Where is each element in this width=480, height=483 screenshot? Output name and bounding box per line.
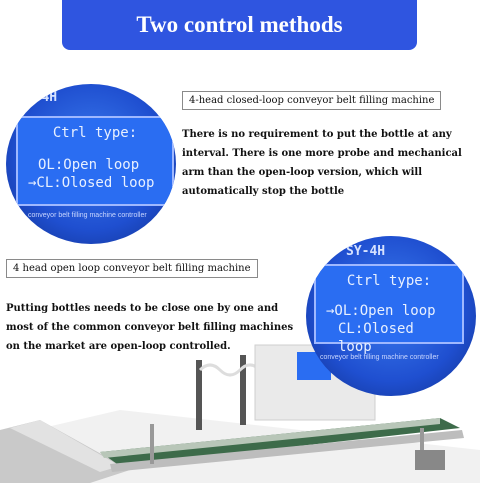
lcd-model: SY-4H xyxy=(18,90,58,105)
title-banner xyxy=(62,0,417,50)
lcd-caption: conveyor belt filling machine controller xyxy=(28,212,147,219)
lcd-header: Ctrl type: xyxy=(346,273,432,289)
closed-loop-label: 4-head closed-loop conveyor belt filling machine xyxy=(182,91,441,110)
lcd-line-1: OL:Open loop xyxy=(38,157,140,173)
lcd-closeup-open-loop xyxy=(306,236,476,396)
page-title: Two control methods xyxy=(136,12,343,37)
lcd-model: SY-4H xyxy=(346,244,386,259)
lcd-screen xyxy=(16,116,174,206)
open-loop-description: Putting bottles needs to be close one by one and most of the common conveyor belt filling machines on the market are open-loop controlled. xyxy=(6,303,294,352)
lcd-line-1: →OL:Open loop xyxy=(326,303,436,319)
lcd-caption: conveyor belt filling machine controller xyxy=(320,354,439,361)
lcd-header: Ctrl type: xyxy=(52,125,138,141)
lcd-line-2: →CL:Olosed loop xyxy=(28,175,155,191)
open-loop-label: 4 head open loop conveyor belt filling machine xyxy=(6,259,258,278)
lcd-line-2: CL:Olosed loop xyxy=(338,321,414,355)
closed-loop-description: There is no requirement to put the bottle at any interval. There is one more probe and mechanical arm than the open-loop version, which will automatically stop the bottle xyxy=(182,129,462,197)
lcd-screen xyxy=(314,264,464,355)
lcd-closeup-closed-loop xyxy=(6,84,176,244)
